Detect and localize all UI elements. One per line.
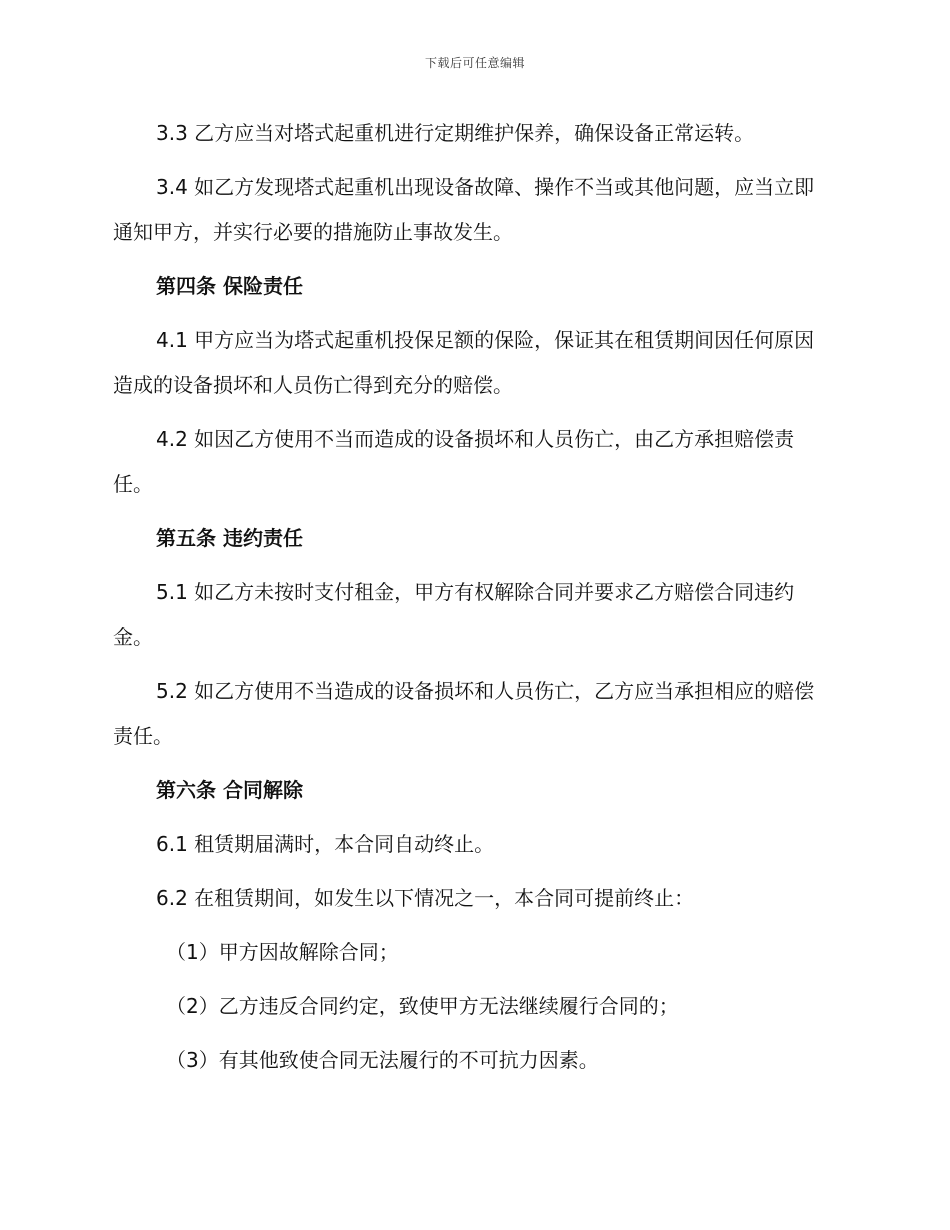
section-heading-5: 第五条 违约责任 (156, 526, 303, 550)
clause-5-2: 5.2 如乙方使用不当造成的设备损坏和人员伤亡，乙方应当承担相应的赔偿责任。 (113, 679, 815, 748)
list-item-2: （2）乙方违反合同约定，致使甲方无法继续履行合同的； (166, 994, 679, 1018)
section-heading-4: 第四条 保险责任 (156, 274, 303, 298)
section-heading-6: 第六条 合同解除 (156, 778, 303, 802)
clause-3-4: 3.4 如乙方发现塔式起重机出现设备故障、操作不当或其他问题，应当立即通知甲方，并实行必要的措施防止事故发生。 (113, 175, 815, 244)
clause-4-1: 4.1 甲方应当为塔式起重机投保足额的保险，保证其在租赁期间因任何原因造成的设备损坏和人员伤亡得到充分的赔偿。 (113, 328, 815, 397)
clause-4-2: 4.2 如因乙方使用不当而造成的设备损坏和人员伤亡，由乙方承担赔偿责任。 (113, 427, 795, 496)
page-header: 下载后可任意编辑 (424, 56, 525, 70)
list-item-3: （3）有其他致使合同无法履行的不可抗力因素。 (166, 1048, 599, 1072)
clause-6-2: 6.2 在租赁期间，如发生以下情况之一，本合同可提前终止： (156, 886, 695, 910)
list-item-1: （1）甲方因故解除合同； (166, 940, 399, 964)
clause-6-1: 6.1 租赁期届满时，本合同自动终止。 (156, 832, 495, 856)
document-body (113, 111, 825, 1083)
clause-3-3: 3.3 乙方应当对塔式起重机进行定期维护保养，确保设备正常运转。 (156, 121, 755, 145)
clause-5-1: 5.1 如乙方未按时支付租金，甲方有权解除合同并要求乙方赔偿合同违约金。 (113, 580, 795, 649)
